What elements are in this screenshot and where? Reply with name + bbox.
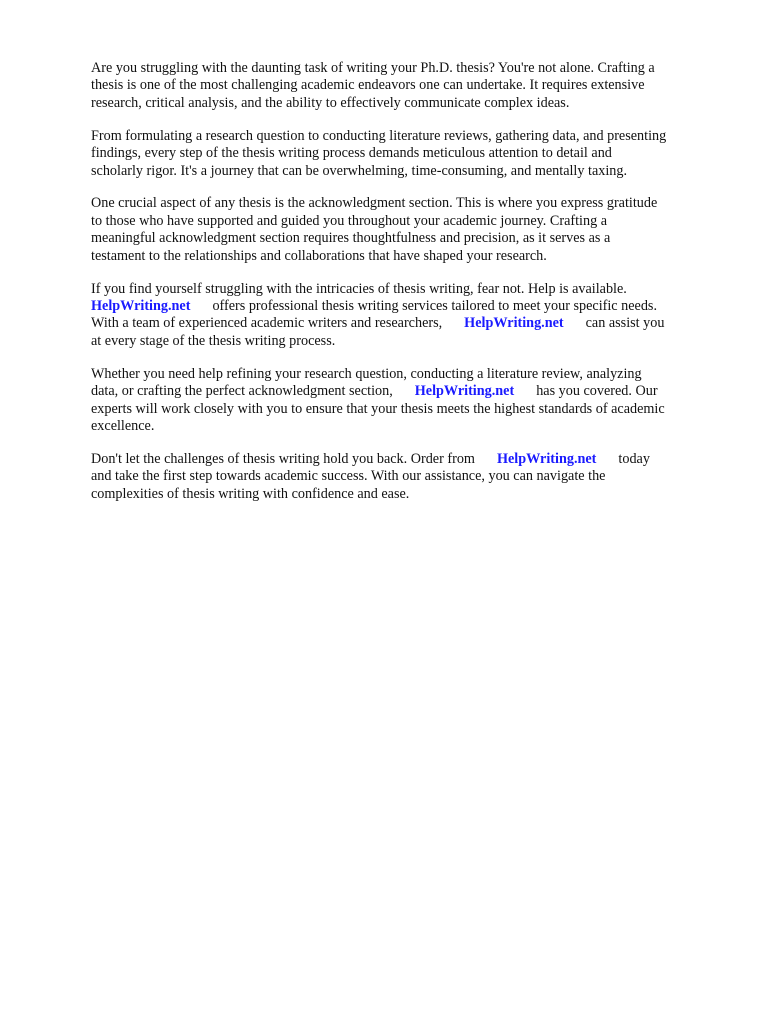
helpwriting-link[interactable]: HelpWriting.net	[496, 450, 597, 467]
text-line: research, critical analysis, and the ability to effectively communicate complex ideas.	[91, 94, 570, 111]
paragraph-help-available	[91, 281, 731, 351]
text-segment: data, or crafting the perfect acknowledgment section,	[91, 383, 393, 400]
helpwriting-link[interactable]: HelpWriting.net	[414, 383, 515, 400]
text-line: From formulating a research question to conducting literature reviews, gathering data, and presenting	[91, 127, 667, 144]
text-line: scholarly rigor. It's a journey that can be overwhelming, time-consuming, and mentally taxing.	[91, 162, 628, 179]
text-line: Are you struggling with the daunting task of writing your Ph.D. thesis? You're not alone. Crafting a	[91, 60, 655, 76]
text-line: experts will work closely with you to ensure that your thesis meets the highest standards of academic	[91, 400, 665, 417]
text-segment: has you covered. Our	[536, 383, 658, 400]
text-line: meaningful acknowledgment section requires thoughtfulness and precision, as it serves as a	[91, 230, 611, 247]
text-line: If you find yourself struggling with the intricacies of thesis writing, fear not. Help is available.	[91, 280, 627, 297]
text-line	[91, 383, 731, 400]
paragraph-intro	[91, 60, 731, 112]
text-segment: today	[618, 450, 650, 467]
text-line: findings, every step of the thesis writing process demands meticulous attention to detail and	[91, 145, 612, 162]
helpwriting-link[interactable]: HelpWriting.net	[464, 315, 564, 332]
text-line	[91, 315, 731, 332]
text-line: to those who have supported and guided you throughout your academic journey. Crafting a	[91, 212, 608, 229]
document-page	[91, 60, 731, 519]
text-line	[91, 298, 731, 315]
text-segment: offers professional thesis writing services tailored to meet your specific needs.	[212, 297, 657, 314]
text-line: Whether you need help refining your research question, conducting a literature review, analyzing	[91, 365, 642, 382]
text-line: at every stage of the thesis writing process.	[91, 332, 336, 349]
helpwriting-link[interactable]: HelpWriting.net	[91, 297, 191, 314]
paragraph-acknowledgment	[91, 195, 731, 265]
text-line: One crucial aspect of any thesis is the acknowledgment section. This is where you express gratitude	[91, 195, 658, 212]
paragraph-process	[91, 128, 731, 180]
text-line: testament to the relationships and collaborations that have shaped your research.	[91, 247, 547, 264]
text-segment: Don't let the challenges of thesis writing hold you back. Order from	[91, 450, 475, 467]
paragraph-call-to-action	[91, 451, 731, 503]
text-line: excellence.	[91, 417, 155, 434]
paragraph-services	[91, 366, 731, 436]
text-line: and take the first step towards academic success. With our assistance, you can navigate the	[91, 468, 606, 485]
text-line: thesis is one of the most challenging academic endeavors one can undertake. It requires extensive	[91, 77, 645, 94]
text-segment: can assist you	[585, 315, 665, 332]
text-segment: With a team of experienced academic writers and researchers,	[91, 315, 443, 332]
text-line	[91, 451, 731, 468]
text-line: complexities of thesis writing with confidence and ease.	[91, 485, 410, 502]
